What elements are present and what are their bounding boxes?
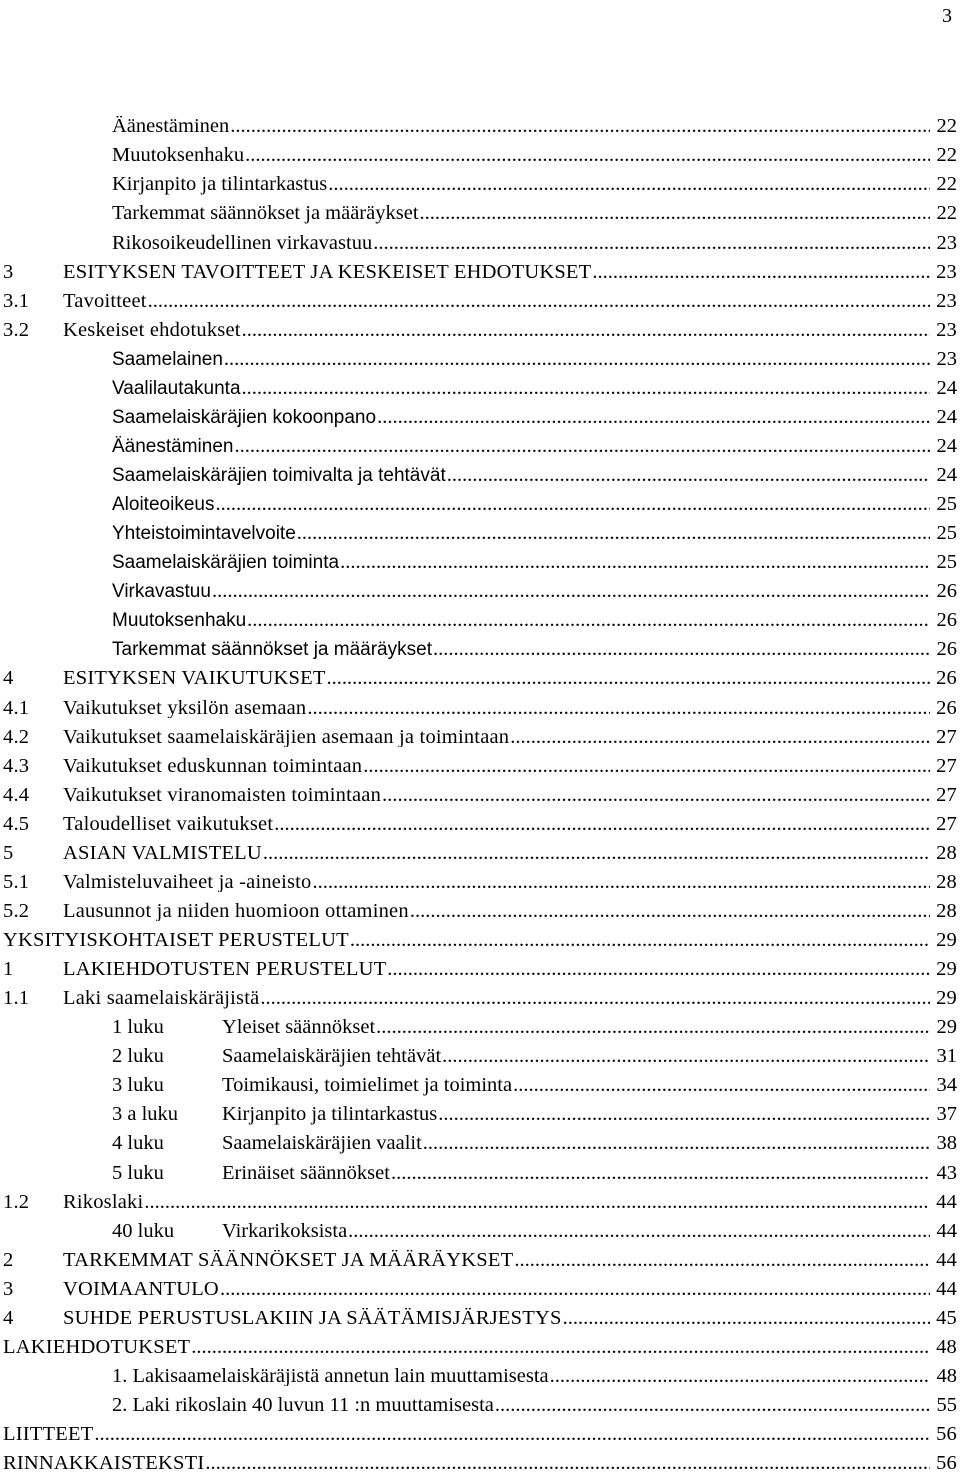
toc-entry[interactable] (0, 1304, 960, 1333)
toc-entry-title-line (63, 1279, 930, 1300)
toc-entry-page: 29 (936, 929, 957, 952)
toc-leader-dots (410, 901, 930, 922)
toc-entry-title: Vaikutukset yksilön asemaan (63, 697, 307, 719)
toc-entry-title: LIITTEET (3, 1424, 94, 1445)
toc-entry[interactable] (0, 984, 960, 1013)
toc-entry-title-line (112, 436, 930, 457)
toc-leader-dots (447, 465, 930, 486)
toc-entry-title-line (112, 378, 930, 399)
toc-leader-dots (510, 727, 930, 748)
toc-entry-title-line (63, 901, 930, 922)
toc-entry-title: Yhteistoimintavelvoite (112, 523, 296, 544)
toc-entry-title-line (63, 843, 930, 864)
toc-entry-title: Kirjanpito ja tilintarkastus (112, 174, 328, 195)
toc-leader-dots (242, 378, 930, 399)
toc-entry[interactable] (0, 897, 960, 926)
toc-entry[interactable] (0, 1071, 960, 1100)
toc-entry-page: 44 (936, 1219, 957, 1242)
toc-entry-title: Muutoksenhaku (112, 145, 245, 166)
toc-entry-title: Valmisteluvaiheet ja -aineisto (63, 871, 312, 893)
toc-entry[interactable] (0, 257, 960, 286)
toc-entry-page: 26 (936, 580, 957, 603)
toc-entry[interactable] (0, 635, 960, 664)
toc-entry-title-line (112, 1221, 930, 1242)
toc-entry-page: 22 (936, 173, 957, 196)
toc-entry-title: LAKIEHDOTUKSET (3, 1336, 191, 1358)
toc-entry[interactable] (0, 141, 960, 170)
toc-entry-title: LAKIEHDOTUSTEN PERUSTELUT (63, 959, 387, 980)
toc-entry-title-line (112, 552, 930, 573)
toc-entry-number: 1 (3, 958, 14, 981)
toc-entry[interactable] (0, 606, 960, 635)
toc-entry[interactable] (0, 1391, 960, 1420)
toc-entry-page: 27 (936, 812, 957, 835)
toc-entry[interactable] (0, 490, 960, 519)
toc-entry[interactable] (0, 1245, 960, 1274)
toc-leader-dots (373, 233, 930, 254)
toc-entry-title: Kirjanpito ja tilintarkastus (222, 1104, 438, 1125)
toc-entry-title-line (112, 1046, 930, 1067)
toc-entry-page: 23 (936, 231, 957, 254)
toc-leader-dots (297, 523, 930, 544)
toc-entry-title-line (112, 1017, 930, 1038)
toc-leader-dots (242, 320, 930, 341)
toc-entry-page: 26 (936, 696, 957, 719)
toc-entry-number: 4.3 (3, 754, 30, 777)
toc-entry[interactable] (0, 1333, 960, 1362)
toc-entry[interactable] (0, 810, 960, 839)
toc-entry-title: YKSITYISKOHTAISET PERUSTELUT (3, 930, 349, 951)
toc-leader-dots (442, 1046, 930, 1067)
toc-leader-dots (377, 407, 930, 428)
toc-entry-page: 38 (936, 1132, 957, 1155)
toc-entry-title: 1. Lakisaamelaiskäräjistä annetun lain muuttamisesta (112, 1365, 549, 1387)
toc-entry-page: 23 (936, 347, 957, 370)
toc-entry-page: 28 (936, 841, 957, 864)
toc-entry-number: 4.1 (3, 696, 30, 719)
toc-entry-page: 24 (936, 464, 957, 487)
toc-leader-dots (391, 1163, 930, 1184)
toc-leader-dots (340, 552, 930, 573)
toc-entry-number: 4 (3, 667, 14, 690)
toc-entry-number: 3 (3, 1277, 14, 1300)
toc-entry[interactable] (0, 403, 960, 432)
toc-entry-title: Rikosoikeudellinen virkavastuu (112, 232, 373, 254)
toc-leader-dots (205, 1453, 930, 1474)
toc-entry-title-line (112, 581, 930, 602)
toc-entry-title-line (63, 1308, 930, 1329)
toc-entry-title-line (112, 233, 930, 254)
toc-entry-page: 23 (936, 260, 957, 283)
toc-entry-page: 44 (936, 1248, 957, 1271)
toc-leader-dots (376, 1017, 930, 1038)
toc-leader-dots (423, 1133, 930, 1154)
toc-entry-title-line (3, 930, 930, 951)
toc-leader-dots (191, 1337, 930, 1358)
toc-entry[interactable] (0, 693, 960, 722)
toc-leader-dots (220, 1279, 930, 1300)
toc-entry-title: Virkavastuu (112, 581, 211, 602)
toc-entry-page: 24 (936, 434, 957, 457)
toc-entry[interactable] (0, 374, 960, 403)
toc-entry-title: Yleiset säännökset (222, 1017, 376, 1038)
toc-entry-title: Saamelaiskäräjien vaalit (222, 1133, 422, 1154)
toc-entry-number: 4.5 (3, 812, 30, 835)
toc-leader-dots (224, 349, 930, 370)
toc-entry-title: Tavoitteet (63, 290, 147, 312)
toc-leader-dots (420, 203, 930, 224)
toc-entry[interactable] (0, 955, 960, 984)
toc-entry-page: 26 (936, 638, 957, 661)
toc-entry-title: VOIMAANTULO (63, 1278, 219, 1300)
toc-entry-title-line (112, 1133, 930, 1154)
toc-entry[interactable] (0, 1362, 960, 1391)
toc-entry-page: 29 (936, 1016, 957, 1039)
toc-entry-title-line (3, 1337, 930, 1358)
toc-entry-title-line (112, 116, 930, 137)
toc-entry-title: Saamelaiskäräjien toiminta (112, 552, 340, 573)
toc-entry[interactable] (0, 112, 960, 141)
toc-entry-title-line (63, 1192, 930, 1213)
toc-entry-title: SUHDE PERUSTUSLAKIIN JA SÄÄTÄMISJÄRJESTYS (63, 1307, 562, 1329)
toc-entry-title: TARKEMMAT SÄÄNNÖKSET JA MÄÄRÄYKSET (63, 1249, 514, 1271)
toc-entry-title-line (63, 668, 930, 689)
toc-entry-page: 27 (936, 754, 957, 777)
toc-entry-page: 27 (936, 783, 957, 806)
toc-leader-dots (313, 872, 930, 893)
toc-leader-dots (263, 843, 930, 864)
toc-entry[interactable] (0, 461, 960, 490)
toc-entry-title-line (112, 1395, 930, 1416)
toc-entry-title: Vaikutukset viranomaisten toimintaan (63, 784, 382, 806)
page-number: 3 (942, 5, 952, 27)
toc-leader-dots (433, 639, 930, 660)
toc-entry-title-line (112, 523, 930, 544)
toc-entry[interactable] (0, 1420, 960, 1449)
toc-entry-number: 4.2 (3, 725, 30, 748)
toc-leader-dots (247, 610, 930, 631)
toc-entry-title-line (112, 1366, 930, 1387)
toc-entry-page: 44 (936, 1190, 957, 1213)
toc-leader-dots (495, 1395, 930, 1416)
toc-leader-dots (348, 1221, 930, 1242)
toc-entry[interactable] (0, 577, 960, 606)
toc-entry[interactable] (0, 548, 960, 577)
toc-entry-page: 37 (936, 1103, 957, 1126)
toc-entry-title-line (3, 1424, 930, 1445)
toc-leader-dots (550, 1366, 930, 1387)
toc-entry[interactable] (0, 519, 960, 548)
toc-entry-title: ASIAN VALMISTELU (63, 842, 262, 864)
toc-entry[interactable] (0, 722, 960, 751)
toc-leader-dots (144, 1192, 930, 1213)
toc-entry-page: 22 (936, 202, 957, 225)
toc-entry-title-line (112, 174, 930, 195)
toc-entry-page: 56 (936, 1423, 957, 1446)
toc-entry-page: 25 (936, 493, 957, 516)
toc-entry-title: Saamelaiskäräjien tehtävät (222, 1046, 442, 1067)
toc-entry-page: 31 (936, 1045, 957, 1068)
toc-entry-chapter-label: 4 luku (112, 1133, 164, 1154)
toc-entry[interactable] (0, 1100, 960, 1129)
toc-entry-page: 22 (936, 144, 957, 167)
toc-leader-dots (350, 930, 930, 951)
toc-entry-title: Keskeiset ehdotukset (63, 319, 241, 341)
toc-entry-title: RINNAKKAISTEKSTI (3, 1453, 205, 1474)
toc-entry-chapter-label: 3 a luku (112, 1104, 179, 1125)
toc-entry-title: Äänestäminen (112, 116, 230, 137)
toc-leader-dots (387, 959, 930, 980)
toc-entry[interactable] (0, 170, 960, 199)
toc-leader-dots (260, 988, 930, 1009)
toc-entry-title-line (63, 291, 930, 312)
toc-leader-dots (230, 116, 930, 137)
toc-entry-title: Virkarikoksista (222, 1220, 348, 1242)
toc-entry-title-line (63, 727, 930, 748)
toc-entry-title: Vaikutukset saamelaiskäräjien asemaan ja toimintaan (63, 726, 510, 748)
toc-entry-page: 24 (936, 376, 957, 399)
toc-entry-title: Saamelaiskäräjien toimivalta ja tehtävät (112, 465, 446, 486)
toc-entry[interactable] (0, 199, 960, 228)
toc-entry-page: 56 (936, 1452, 957, 1475)
toc-entry-title-line (63, 320, 930, 341)
toc-entry-title-line (112, 1163, 930, 1184)
toc-entry-title: Aloiteoikeus (112, 494, 215, 515)
toc-entry-number: 3.1 (3, 289, 30, 312)
toc-entry[interactable] (0, 228, 960, 257)
toc-entry-title-line (112, 465, 930, 486)
toc-entry[interactable] (0, 780, 960, 809)
toc-entry[interactable] (0, 345, 960, 374)
toc-leader-dots (212, 581, 930, 602)
toc-entry-title: Laki saamelaiskäräjistä (63, 988, 260, 1009)
toc-leader-dots (513, 1075, 930, 1096)
toc-entry-title: Erinäiset säännökset (222, 1162, 390, 1184)
toc-entry-chapter-label: 2 luku (112, 1046, 164, 1067)
toc-entry-title-line (112, 639, 930, 660)
toc-entry[interactable] (0, 926, 960, 955)
table-of-contents (0, 112, 960, 1478)
toc-entry-title-line (112, 145, 930, 166)
toc-entry[interactable] (0, 1158, 960, 1187)
toc-leader-dots (563, 1308, 930, 1329)
toc-leader-dots (328, 174, 930, 195)
toc-leader-dots (438, 1104, 930, 1125)
toc-entry-title: 2. Laki rikoslain 40 luvun 11 :n muuttamisesta (112, 1395, 494, 1416)
toc-entry[interactable] (0, 1013, 960, 1042)
toc-entry[interactable] (0, 315, 960, 344)
toc-entry-page: 48 (936, 1364, 957, 1387)
toc-entry-number: 3.2 (3, 318, 30, 341)
toc-entry-title: Taloudelliset vaikutukset (63, 813, 274, 835)
toc-entry[interactable] (0, 868, 960, 897)
toc-entry-title: Vaalilautakunta (112, 377, 241, 399)
toc-entry[interactable] (0, 1129, 960, 1158)
toc-leader-dots (363, 756, 930, 777)
toc-entry-title: Tarkemmat säännökset ja määräykset (112, 203, 419, 224)
toc-leader-dots (148, 291, 930, 312)
toc-entry-title: Vaikutukset eduskunnan toimintaan (63, 755, 363, 777)
toc-entry-chapter-label: 1 luku (112, 1017, 164, 1038)
toc-entry-page: 45 (936, 1306, 957, 1329)
toc-entry[interactable] (0, 286, 960, 315)
toc-entry-number: 5 (3, 841, 14, 864)
toc-entry-page: 55 (936, 1394, 957, 1417)
toc-entry[interactable] (0, 751, 960, 780)
toc-leader-dots (94, 1424, 930, 1445)
toc-leader-dots (307, 698, 930, 719)
toc-entry-page: 34 (936, 1074, 957, 1097)
toc-leader-dots (234, 436, 930, 457)
toc-entry-title-line (112, 610, 930, 631)
toc-entry-number: 5.1 (3, 870, 30, 893)
toc-entry-chapter-label: 5 luku (112, 1162, 164, 1184)
toc-entry-number: 5.2 (3, 899, 30, 922)
toc-leader-dots (514, 1250, 930, 1271)
toc-entry-title: Saamelaiskäräjien kokoonpano (112, 406, 377, 428)
toc-entry-page: 48 (936, 1335, 957, 1358)
toc-entry-page: 43 (936, 1161, 957, 1184)
toc-entry-page: 25 (936, 551, 957, 574)
toc-entry-title-line (63, 988, 930, 1009)
toc-entry-title-line (112, 494, 930, 515)
toc-leader-dots (327, 668, 930, 689)
toc-entry[interactable] (0, 664, 960, 693)
toc-entry-page: 27 (936, 725, 957, 748)
toc-entry-page: 28 (936, 870, 957, 893)
toc-entry-page: 44 (936, 1277, 957, 1300)
toc-entry-number: 3 (3, 260, 14, 283)
toc-entry-title-line (63, 814, 930, 835)
toc-entry[interactable] (0, 1187, 960, 1216)
toc-entry-title-line (63, 698, 930, 719)
toc-entry-page: 22 (936, 115, 957, 138)
toc-entry-title-line (112, 1104, 930, 1125)
toc-entry-title: Toimikausi, toimielimet ja toiminta (222, 1075, 513, 1096)
toc-entry-number: 4 (3, 1306, 14, 1329)
toc-leader-dots (274, 814, 930, 835)
toc-entry-page: 26 (936, 609, 957, 632)
toc-entry[interactable] (0, 432, 960, 461)
toc-entry-title-line (63, 959, 930, 980)
toc-entry-title-line (63, 872, 930, 893)
toc-entry-page: 24 (936, 405, 957, 428)
toc-leader-dots (245, 145, 930, 166)
toc-entry-chapter-label: 3 luku (112, 1075, 164, 1096)
toc-entry[interactable] (0, 1216, 960, 1245)
toc-entry-number: 1.2 (3, 1190, 30, 1213)
toc-entry-title-line (63, 785, 930, 806)
toc-entry-title: ESITYKSEN VAIKUTUKSET (63, 668, 326, 689)
toc-entry-title: Rikoslaki (63, 1191, 144, 1213)
toc-entry-page: 26 (936, 667, 957, 690)
toc-entry-title-line (63, 262, 930, 283)
toc-entry-title: Tarkemmat säännökset ja määräykset (112, 639, 432, 660)
toc-entry-title-line (112, 203, 930, 224)
toc-entry-title-line (112, 1075, 930, 1096)
toc-entry[interactable] (0, 839, 960, 868)
toc-entry-title: Muutoksenhaku (112, 610, 247, 631)
toc-entry-page: 23 (936, 318, 957, 341)
toc-entry-title: Äänestäminen (112, 435, 234, 457)
toc-entry-title: ESITYKSEN TAVOITTEET JA KESKEISET EHDOTUKSET (63, 261, 592, 283)
toc-entry[interactable] (0, 1275, 960, 1304)
toc-entry-number: 4.4 (3, 783, 30, 806)
toc-entry-page: 29 (936, 958, 957, 981)
toc-entry-title-line (63, 756, 930, 777)
toc-entry[interactable] (0, 1042, 960, 1071)
toc-entry-page: 23 (936, 289, 957, 312)
toc-entry-number: 2 (3, 1248, 14, 1271)
toc-entry-page: 25 (936, 522, 957, 545)
toc-entry-number: 1.1 (3, 987, 30, 1010)
toc-leader-dots (215, 494, 930, 515)
toc-entry-title: Lausunnot ja niiden huomioon ottaminen (63, 900, 409, 922)
toc-entry-title-line (112, 349, 930, 370)
toc-leader-dots (592, 262, 930, 283)
toc-entry-title-line (63, 1250, 930, 1271)
toc-entry-title: Saamelainen (112, 348, 223, 370)
toc-leader-dots (382, 785, 930, 806)
toc-entry-title-line (112, 407, 930, 428)
toc-entry-page: 28 (936, 899, 957, 922)
toc-entry-title-line (3, 1453, 930, 1474)
toc-entry-chapter-label: 40 luku (112, 1220, 175, 1242)
toc-entry[interactable] (0, 1449, 960, 1478)
toc-entry-page: 29 (936, 987, 957, 1010)
